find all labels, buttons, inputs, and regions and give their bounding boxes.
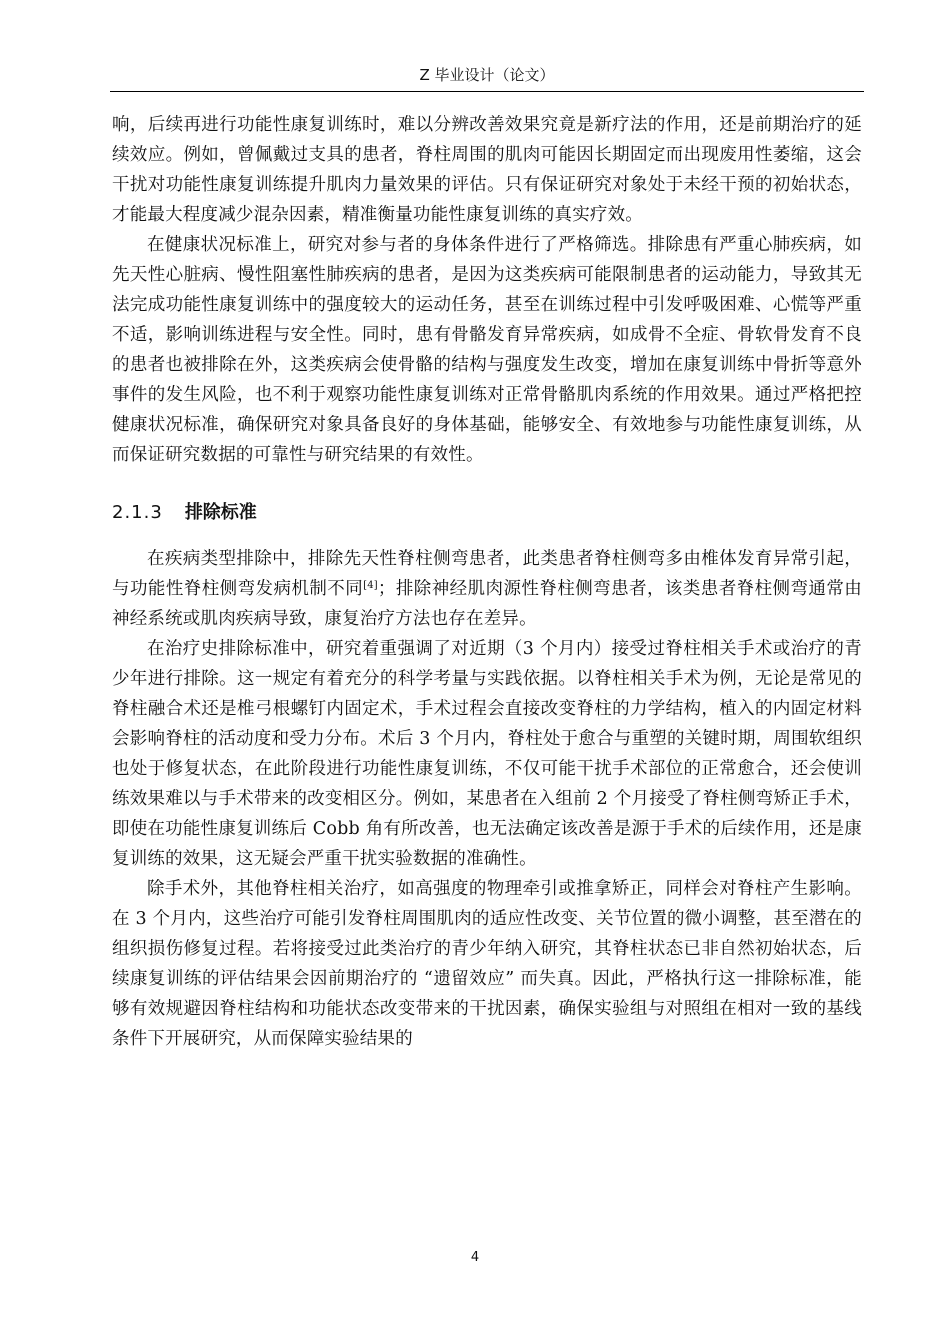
citation-ref: [4] [363,580,378,591]
paragraph-3 [112,544,862,634]
paragraph-1: 响，后续再进行功能性康复训练时，难以分辨改善效果究竟是新疗法的作用，还是前期治疗的延续效应。例如，曾佩戴过支具的患者，脊柱周围的肌肉可能因长期固定而出现废用性萎缩，这会干扰对功能性康复训练提升肌肉力量效果的评估。只有保证研究对象处于未经干预的初始状态，才能最大程度减少混杂因素，精准衡量功能性康复训练的真实疗效。 [112,115,862,225]
header-rule [110,91,864,92]
paragraph-2: 在健康状况标准上，研究对参与者的身体条件进行了严格筛选。排除患有严重心肺疾病，如先天性心脏病、慢性阻塞性肺疾病的患者，是因为这类疾病可能限制患者的运动能力，导致其无法完成功能性康复训练中的强度较大的运动任务，甚至在训练过程中引发呼吸困难、心慌等严重不适，影响训练进程与安全性。同时，患有骨骼发育异常疾病，如成骨不全症、骨软骨发育不良的患者也被排除在外，这类疾病会使骨骼的结构与强度发生改变，增加在康复训练中骨折等意外事件的发生风险，也不利于观察功能性康复训练对正常骨骼肌肉系统的作用效果。通过严格把控健康状况标准，确保研究对象具备良好的身体基础，能够安全、有效地参与功能性康复训练，从而保证研究数据的可靠性与研究结果的有效性。 [112,235,862,465]
section-number: 2.1.3 [112,502,163,523]
paragraph-3-text-b: ；排除神经肌肉源性脊柱侧弯患者，该类患者脊柱侧弯通常由神经系统或肌肉疾病导致，康复治疗方法也存在差异。 [112,579,862,629]
paragraph-5: 除手术外，其他脊柱相关治疗，如高强度的物理牵引或推拿矫正，同样会对脊柱产生影响。在 3 个月内，这些治疗可能引发脊柱周围肌肉的适应性改变、关节位置的微小调整，甚至潜在的组织损伤修复过程。若将接受过此类治疗的青少年纳入研究，其脊柱状态已非自然初始状态，后续康复训练的评估结果会因前期治疗的 “遗留效应” 而失真。因此，严格执行这一排除标准，能够有效规避因脊柱结构和功能状态改变带来的干扰因素，确保实验组与对照组在相对一致的基线条件下开展研究，从而保障实验结果的 [112,879,862,1049]
paragraph-3-text-a: 在疾病类型排除中，排除先天性脊柱侧弯患者，此类患者脊柱侧弯多由椎体发育异常引起，与功能性脊柱侧弯发病机制不同 [112,549,862,599]
paragraph-4: 在治疗史排除标准中，研究着重强调了对近期（3 个月内）接受过脊柱相关手术或治疗的青少年进行排除。这一规定有着充分的科学考量与实践依据。以脊柱相关手术为例，无论是常见的脊柱融合术还是椎弓根螺钉内固定术，手术过程会直接改变脊柱的力学结构，植入的内固定材料会影响脊柱的活动度和受力分布。术后 3 个月内，脊柱处于愈合与重塑的关键时期，周围软组织也处于修复状态，在此阶段进行功能性康复训练，不仅可能干扰手术部位的正常愈合，还会使训练效果难以与手术带来的改变相区分。例如，某患者在入组前 2 个月接受了脊柱侧弯矫正手术，即使在功能性康复训练后 Cobb 角有所改善，也无法确定该改善是源于手术的后续作用，还是康复训练的效果，这无疑会严重干扰实验数据的准确性。 [112,639,862,869]
running-header: Z 毕业设计（论文） [419,66,555,84]
document-body [112,110,862,1054]
section-title: 排除标准 [184,502,257,523]
section-heading [112,498,862,524]
page-number: 4 [470,1250,480,1265]
